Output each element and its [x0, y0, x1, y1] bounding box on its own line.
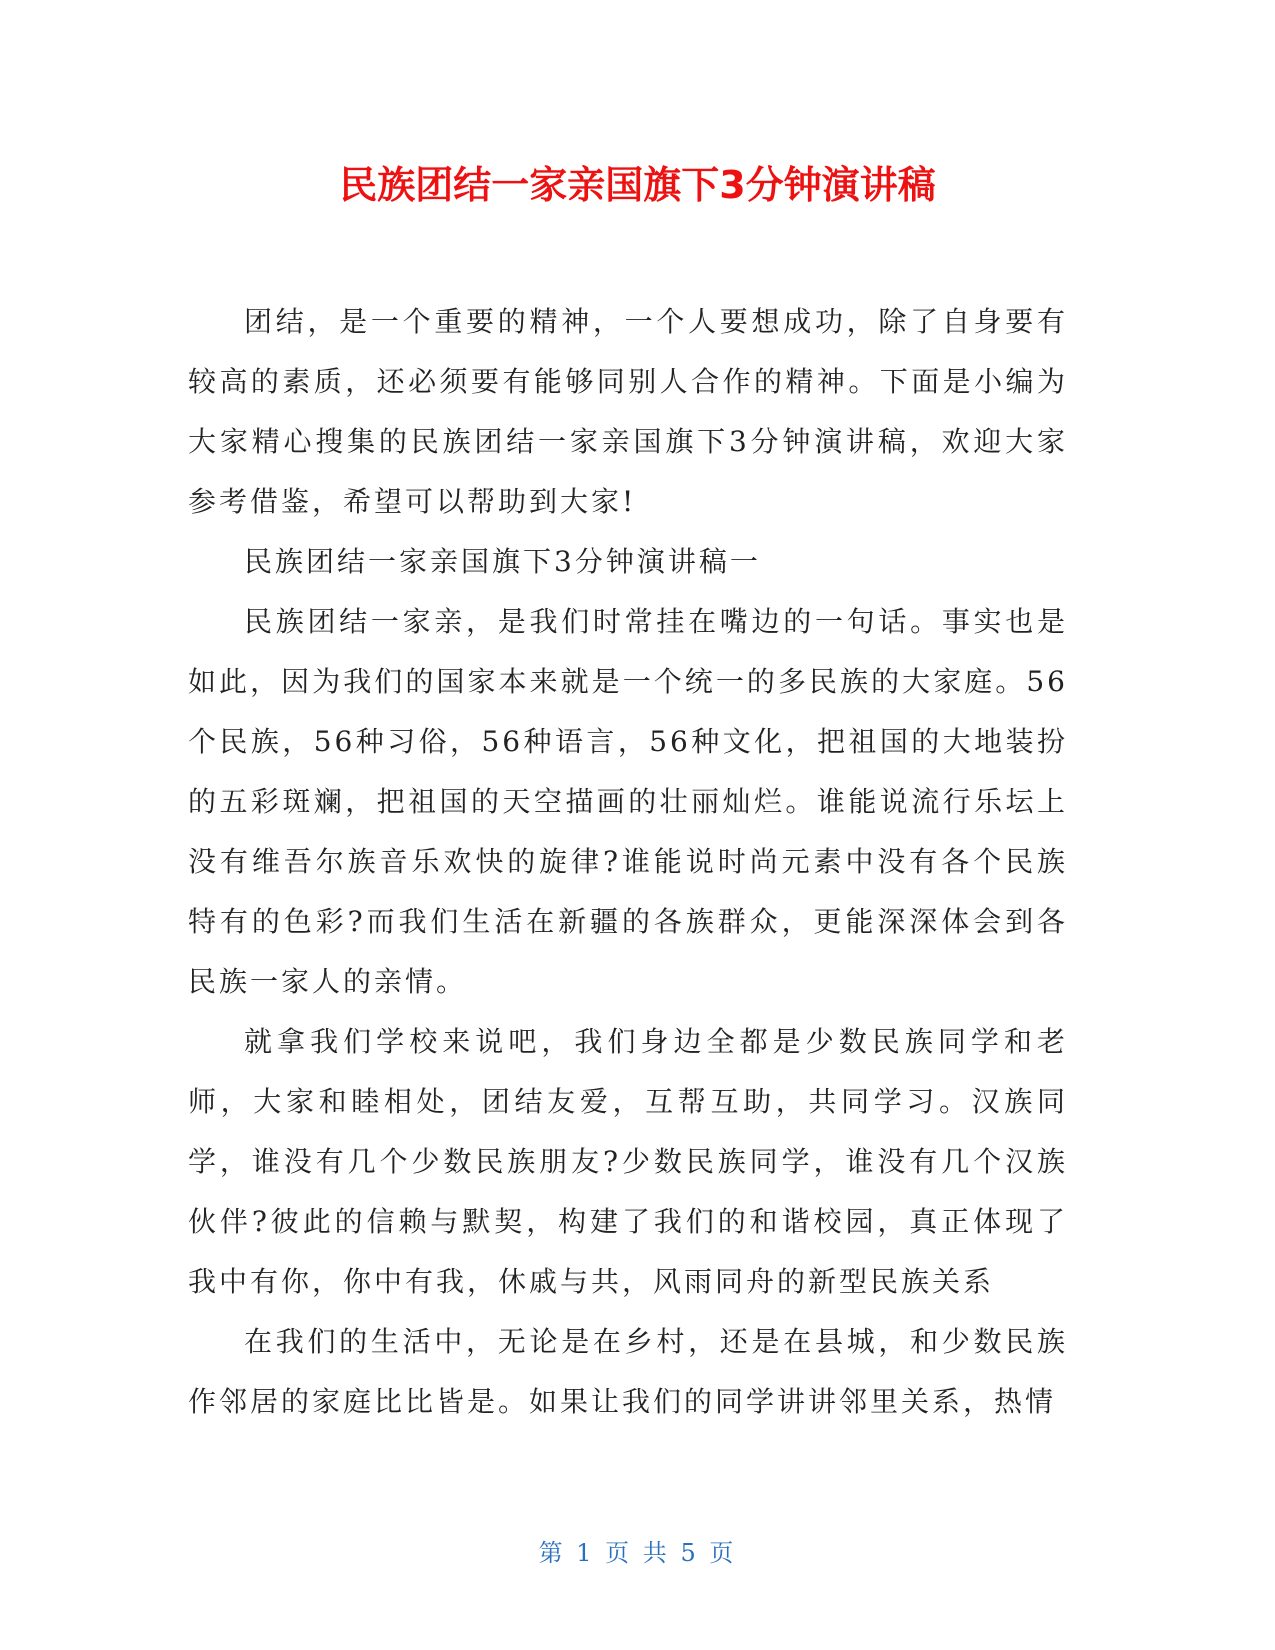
body-paragraph: 就拿我们学校来说吧，我们身边全都是少数民族同学和老师，大家和睦相处，团结友爱，互帮互助，共同学习。汉族同学，谁没有几个少数民族朋友?少数民族同学，谁没有几个汉族伙伴?彼此的信赖与默契，构建了我们的和谐校园，真正体现了我中有你，你中有我，休戚与共，风雨同舟的新型民族关系 — [188, 1025, 1068, 1298]
body-paragraph: 民族团结一家亲，是我们时常挂在嘴边的一句话。事实也是如此，因为我们的国家本来就是一个统一的多民族的大家庭。56个民族，56种习俗，56种语言，56种文化，把祖国的大地装扮的五彩斑斓，把祖国的天空描画的壮丽灿烂。谁能说流行乐坛上没有维吾尔族音乐欢快的旋律?谁能说时尚元素中没有各个民族特有的色彩?而我们生活在新疆的各族群众，更能深深体会到各民族一家人的亲情。 — [188, 605, 1068, 998]
section-heading: 民族团结一家亲国旗下3分钟演讲稿一 — [244, 545, 761, 578]
intro-paragraph: 团结，是一个重要的精神，一个人要想成功，除了自身要有较高的素质，还必须要有能够同别人合作的精神。下面是小编为大家精心搜集的民族团结一家亲国旗下3分钟演讲稿，欢迎大家参考借鉴，希望可以帮助到大家! — [188, 305, 1068, 518]
page-indicator: 第 1 页 共 5 页 — [538, 1539, 737, 1567]
document-body — [188, 292, 1068, 1432]
body-paragraph: 在我们的生活中，无论是在乡村，还是在县城，和少数民族作邻居的家庭比比皆是。如果让我们的同学讲讲邻里关系，热情 — [188, 1325, 1068, 1418]
document-title: 民族团结一家亲国旗下3分钟演讲稿 — [339, 163, 936, 207]
